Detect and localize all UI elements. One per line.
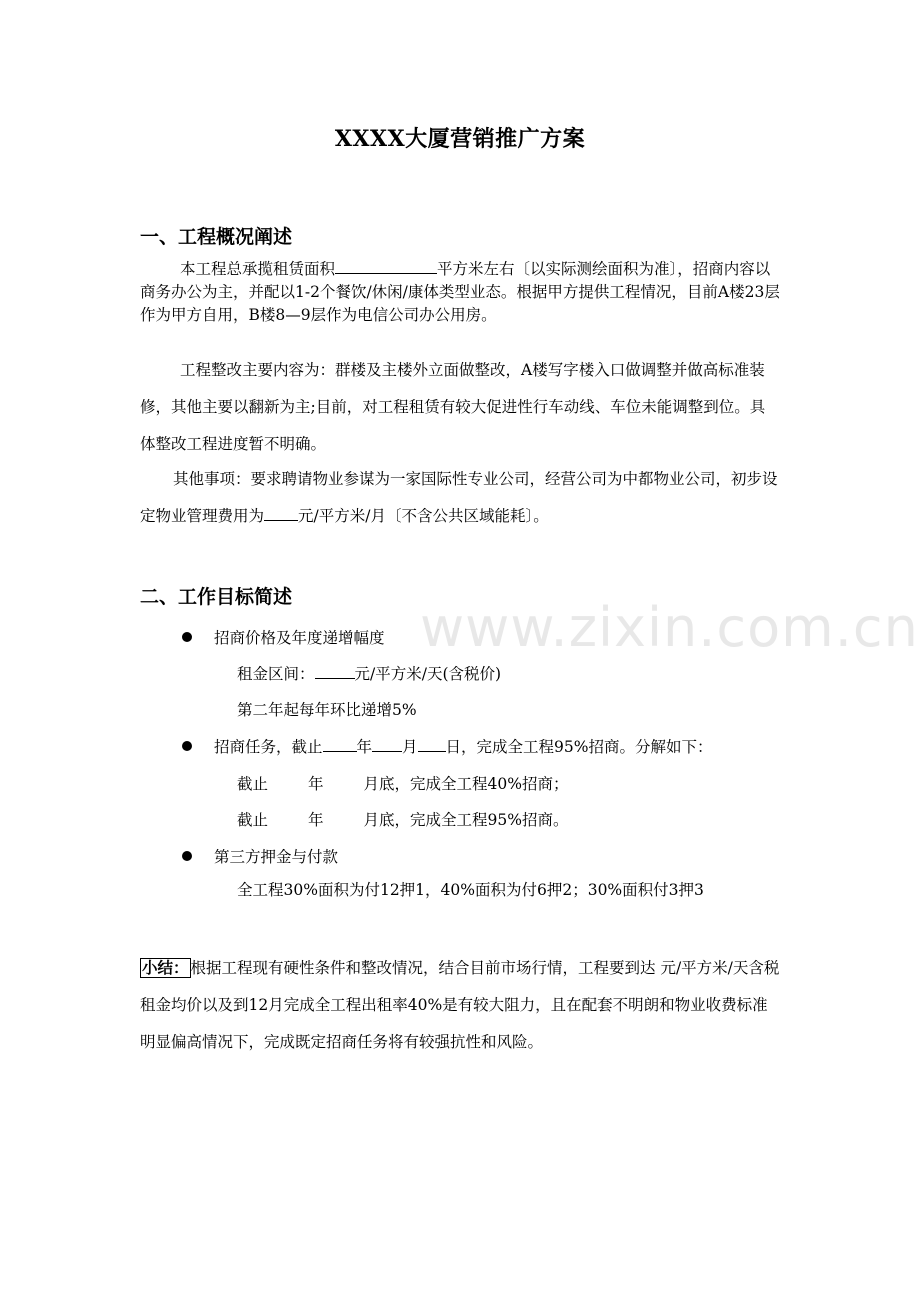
bullet-icon <box>182 851 192 861</box>
line1-year: 年 <box>308 775 324 793</box>
annual-increase-line: 第二年起每年环比递增5% <box>237 701 417 719</box>
line1-target: 月底，完成全工程40%招商； <box>363 775 569 793</box>
year-blank <box>323 737 357 752</box>
watermark: www.zixin.com.cn <box>420 596 919 659</box>
line2-year: 年 <box>308 811 324 829</box>
task-breakdown-line-1 <box>237 772 568 794</box>
bullet-icon <box>182 741 192 751</box>
rent-prefix: 租金区间： <box>237 665 315 683</box>
p1-text-before: 本工程总承揽租赁面积 <box>180 260 336 278</box>
bullet-item-pricing <box>182 626 385 648</box>
bullet-icon <box>182 632 192 642</box>
p1-text-after: 平方米左右〔以实际测绘面积为准〕，招商内容以商务办公为主，并配以1-2个餐饮/休闲/康体类型业态。根据甲方提供工程情况，目前A楼23层作为甲方自用，B楼8—9层作为电信公司办公用房。 <box>140 260 780 324</box>
rent-suffix: 元/平方米/天(含税价) <box>354 665 502 683</box>
section2-heading: 二、工作目标简述 <box>140 586 293 608</box>
rent-blank <box>315 664 355 679</box>
task-part2: 年 <box>356 738 373 756</box>
p3-text-after: 元/平方米/月〔不含公共区域能耗〕。 <box>298 507 549 525</box>
line1-deadline: 截止 <box>237 775 269 793</box>
task-part3: 月 <box>402 738 418 756</box>
section1-heading: 一、工程概况阐述 <box>140 226 293 248</box>
bullet-item-leasing-task <box>182 735 713 757</box>
deposit-terms: 全工程30%面积为付12押1，40%面积为付6押2；30%面积付3押3 <box>237 881 704 899</box>
p3-text-before: 其他事项：要求聘请物业参谋为一家国际性专业公司，经营公司为中都物业公司，初步设定物业管理费用为 <box>140 470 778 525</box>
line2-deadline: 截止 <box>237 811 269 829</box>
summary-text: 根据工程现有硬性条件和整改情况，结合目前市场行情，工程要到达 元/平方米/天含税租金均价以及到12月完成全工程出租率40%是有较大阻力，且在配套不明朗和物业收费标准明显偏高情况下，完成既定招商任务将有较强抗性和风险。 <box>140 959 780 1051</box>
document-title: XXXX大厦营销推广方案 <box>334 126 586 152</box>
area-blank <box>335 259 437 274</box>
line2-target: 月底，完成全工程95%招商。 <box>363 811 569 829</box>
fee-blank <box>264 506 298 521</box>
month-blank <box>372 737 402 752</box>
summary-paragraph <box>140 950 780 1061</box>
section1-paragraph-3 <box>140 461 780 535</box>
bullet-item-deposit <box>182 845 338 867</box>
task-breakdown-line-2 <box>237 808 568 830</box>
section1-paragraph-2: 工程整改主要内容为：群楼及主楼外立面做整改，A楼写字楼入口做调整并做高标准装修，其他主要以翻新为主;目前，对工程租赁有较大促进性行车动线、车位未能调整到位。具体整改工程进度暂不明确。 <box>140 361 766 453</box>
bullet-deposit-label: 第三方押金与付款 <box>214 848 339 866</box>
day-blank <box>418 737 446 752</box>
rent-range-line <box>237 662 501 684</box>
task-part4: 日，完成全工程95%招商。分解如下： <box>445 738 713 756</box>
task-part1: 招商任务，截止 <box>214 738 323 756</box>
section1-paragraph-1 <box>140 258 780 327</box>
bullet-pricing-label: 招商价格及年度递增幅度 <box>214 629 385 647</box>
summary-label: 小结： <box>142 959 189 977</box>
